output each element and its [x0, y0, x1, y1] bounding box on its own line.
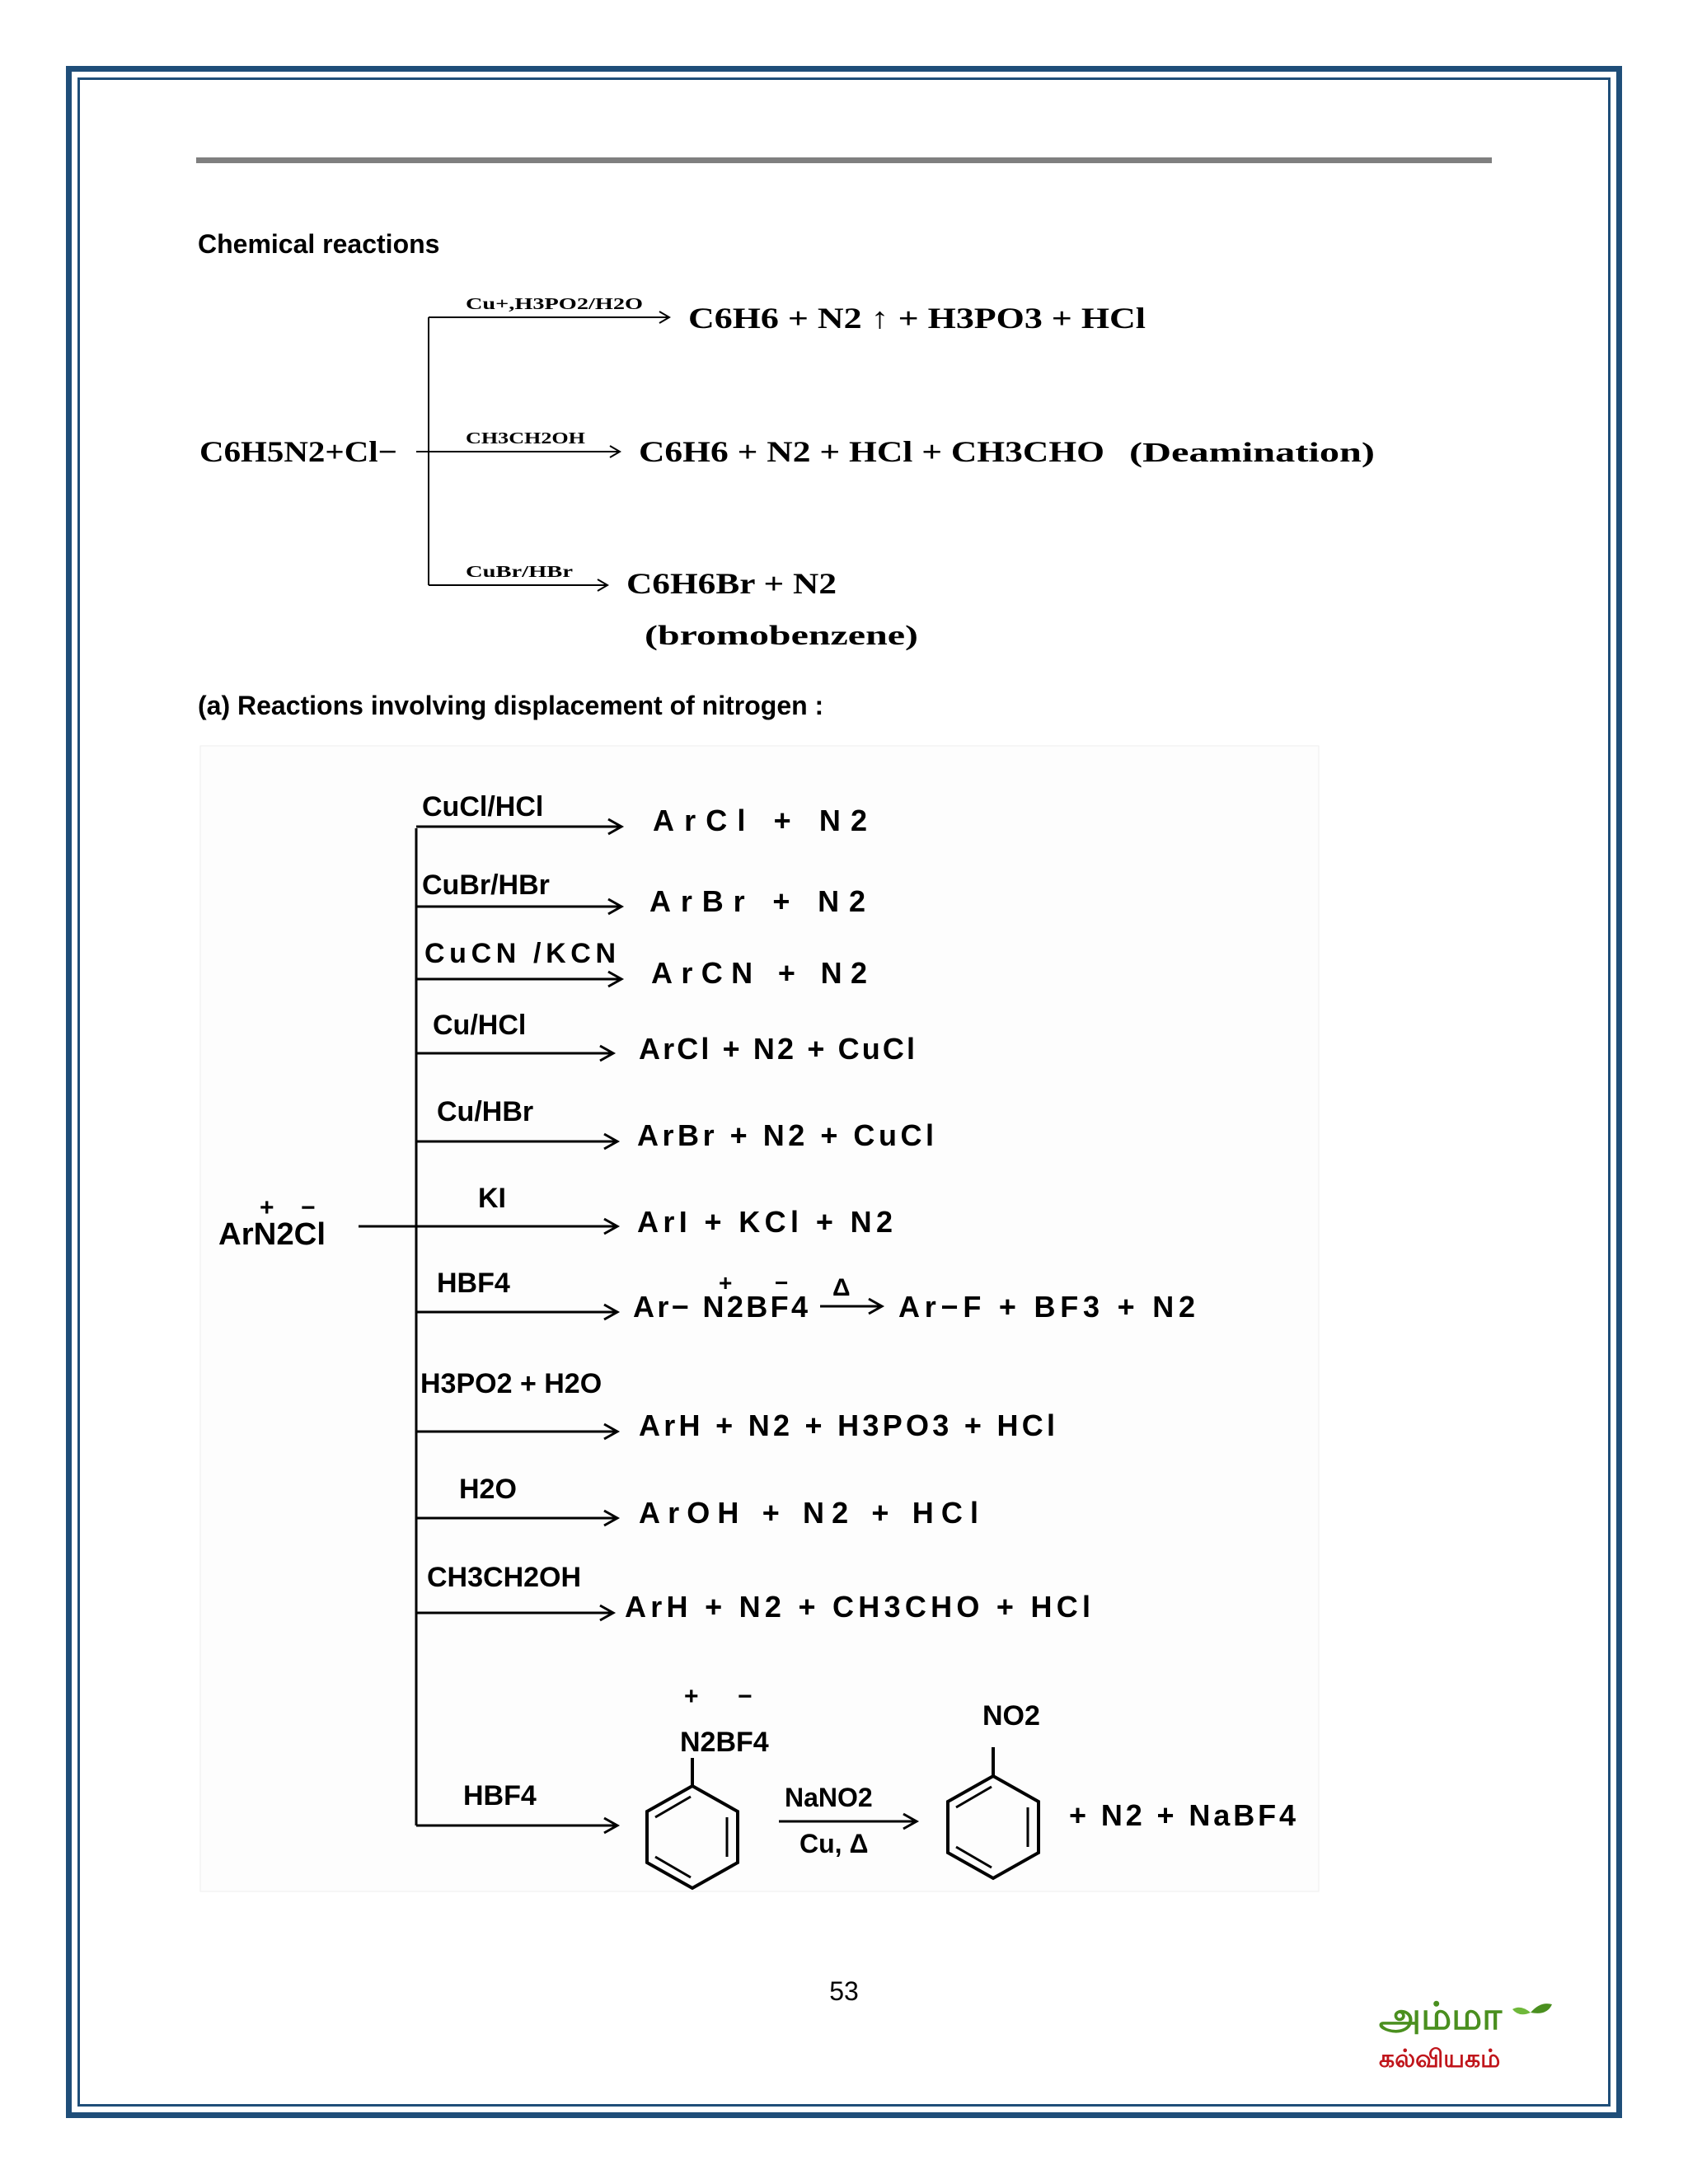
row6-products: ArI + KCl + N2 — [637, 1205, 893, 1239]
heading-chemical-reactions: Chemical reactions — [198, 229, 440, 259]
row11-reagent: HBF4 — [463, 1780, 537, 1811]
row9-reagent: H2O — [459, 1474, 517, 1505]
row3-reagent: CuCN /KCN — [424, 938, 616, 969]
row3-products: ArCN + N2 — [651, 956, 867, 990]
reactant-minus-charge: − — [301, 1194, 316, 1221]
row9-products: ArOH + N2 + HCl — [639, 1496, 978, 1530]
row5-reagent: Cu/HBr — [437, 1096, 534, 1127]
ring-reagent-top: NaNO2 — [785, 1783, 873, 1812]
row7-heat: Δ — [832, 1274, 851, 1301]
branch3-reagent: CuBr/HBr — [466, 563, 574, 581]
row10-reagent: CH3CH2OH — [427, 1562, 582, 1593]
row7-intermediate: Ar− N2BF4 — [633, 1290, 808, 1324]
row1-reagent: CuCl/HCl — [422, 791, 544, 823]
branch2-products: C6H6 + N2 + HCl + CH3CHO — [639, 435, 1104, 468]
leaf-icon — [1531, 2004, 1552, 2013]
ring1-minus-charge: − — [738, 1683, 753, 1710]
branch3-products: C6H6Br + N2 — [626, 567, 837, 600]
ring2-substituent: NO2 — [982, 1700, 1040, 1732]
amma-kalviyagam-logo — [1372, 1986, 1570, 2077]
diazonium-reactant: C6H5N2+Cl− — [199, 435, 397, 468]
ring1-plus-charge: + — [684, 1683, 699, 1710]
row7-reagent: HBF4 — [437, 1268, 510, 1299]
row8-products: ArH + N2 + H3PO3 + HCl — [639, 1408, 1055, 1442]
leaf-icon-small — [1512, 2008, 1531, 2015]
ring-reagent-bottom: Cu, Δ — [799, 1829, 869, 1858]
branch2-note: (Deamination) — [1129, 438, 1375, 468]
row7-products: Ar−F + BF3 + N2 — [898, 1290, 1195, 1324]
row2-reagent: CuBr/HBr — [422, 869, 550, 901]
page-number: 53 — [829, 1976, 859, 2006]
row1-products: ArCl + N2 — [653, 804, 867, 837]
row5-products: ArBr + N2 + CuCl — [637, 1118, 934, 1152]
ring1-substituent: N2BF4 — [680, 1727, 769, 1758]
logo-bottom-text: கல்வியகம் — [1379, 2045, 1501, 2074]
branch1-reagent: Cu+,H3PO2/H2O — [466, 295, 643, 313]
row7-minus-charge: − — [775, 1270, 789, 1296]
row7-plus-charge: + — [719, 1270, 733, 1296]
row2-products: ArBr + N2 — [649, 884, 865, 918]
row8-reagent: H3PO2 + H2O — [420, 1368, 603, 1399]
branch2-reagent: CH3CH2OH — [466, 429, 586, 448]
row4-reagent: Cu/HCl — [433, 1010, 527, 1041]
branch1-products: C6H6 + N2 ↑ + H3PO3 + HCl — [688, 302, 1146, 335]
reactant-plus-charge: + — [260, 1194, 274, 1221]
row10-products: ArH + N2 + CH3CHO + HCl — [625, 1590, 1090, 1624]
branch3-note: (bromobenzene) — [645, 621, 918, 651]
logo-top-text: அம்மா — [1379, 1994, 1503, 2038]
heading-displacement: (a) Reactions involving displacement of nitrogen : — [198, 691, 824, 720]
row4-products: ArCl + N2 + CuCl — [639, 1032, 915, 1066]
scheme-reactant: ArN2Cl — [218, 1217, 326, 1252]
row11-products: + N2 + NaBF4 — [1069, 1798, 1296, 1832]
row6-reagent: KI — [478, 1183, 506, 1214]
